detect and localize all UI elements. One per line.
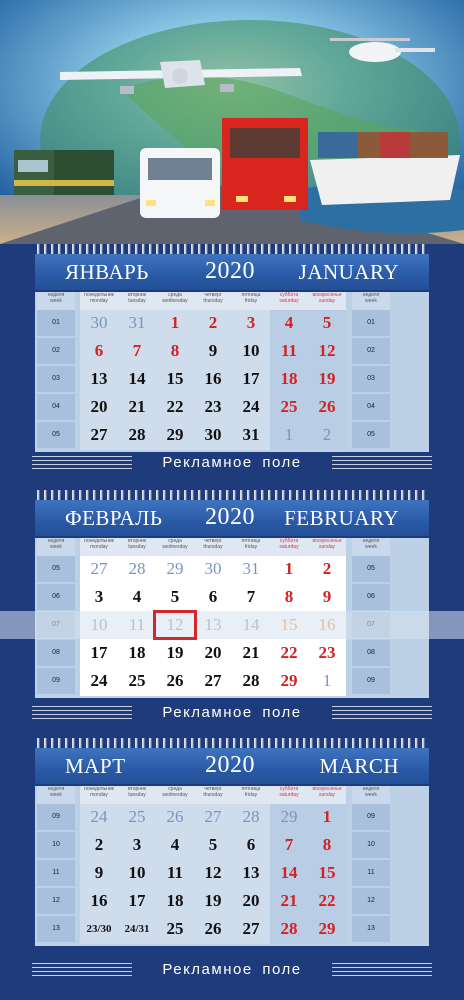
day-header-en: week xyxy=(365,544,377,550)
day-cell[interactable]: 29 xyxy=(166,559,184,578)
day-cell[interactable]: 13 xyxy=(242,863,260,882)
day-cell[interactable]: 1 xyxy=(284,559,294,578)
day-header-ru: воскресенье xyxy=(312,786,342,792)
day-header-ru: среда xyxy=(168,786,182,792)
week-number: 03 xyxy=(37,366,75,392)
month-name-ru: ЯНВАРЬ xyxy=(65,260,149,284)
day-cell[interactable]: 6 xyxy=(246,835,256,854)
day-cell[interactable]: 5 xyxy=(170,587,180,606)
month-block-2 xyxy=(35,738,429,938)
week-number: 05 xyxy=(37,556,75,582)
day-header-ru: неделя xyxy=(362,538,380,544)
day-header-ru: среда xyxy=(168,538,182,544)
week-number: 10 xyxy=(37,832,75,858)
day-cell[interactable]: 18 xyxy=(280,369,298,388)
day-header xyxy=(194,538,232,556)
day-header xyxy=(37,786,75,804)
truck-icon xyxy=(222,118,308,210)
day-header-ru: четверг xyxy=(204,786,222,792)
day-header-en: friday xyxy=(244,298,258,304)
month-header xyxy=(35,500,429,536)
ad-text: Рекламное поле xyxy=(162,961,302,978)
day-header xyxy=(80,786,118,804)
day-cell[interactable]: 30 xyxy=(204,425,222,444)
month-header xyxy=(35,254,429,290)
day-header-en: thursday xyxy=(203,544,223,550)
day-header-ru: воскресенье xyxy=(312,292,342,298)
week-number: 08 xyxy=(352,640,390,666)
day-cell[interactable]: 16 xyxy=(90,891,108,910)
day-cell[interactable]: 7 xyxy=(246,587,256,606)
day-cell[interactable]: 20 xyxy=(204,643,222,662)
day-header-ru: суббота xyxy=(279,786,299,792)
day-cell[interactable]: 15 xyxy=(166,369,184,388)
day-cell[interactable]: 21 xyxy=(242,643,260,662)
day-cell[interactable]: 12 xyxy=(204,863,222,882)
month-year: 2020 xyxy=(205,752,255,778)
week-number: 09 xyxy=(352,668,390,694)
day-cell[interactable]: 1 xyxy=(284,425,294,444)
day-cell[interactable]: 20 xyxy=(90,397,108,416)
day-header xyxy=(156,292,194,310)
day-cell[interactable]: 20 xyxy=(242,891,260,910)
day-cell[interactable]: 3 xyxy=(246,313,256,332)
day-cell[interactable]: 8 xyxy=(284,587,294,606)
day-cell[interactable]: 23 xyxy=(318,643,336,662)
day-cell[interactable]: 9 xyxy=(208,341,218,360)
day-header-ru: четверг xyxy=(204,538,222,544)
van-icon xyxy=(140,148,220,218)
week-number: 02 xyxy=(352,338,390,364)
day-header xyxy=(156,538,194,556)
day-cell[interactable]: 26 xyxy=(318,397,336,416)
day-cell[interactable]: 16 xyxy=(204,369,222,388)
day-header xyxy=(80,292,118,310)
day-cell[interactable]: 4 xyxy=(170,835,180,854)
week-number: 04 xyxy=(352,394,390,420)
day-cell[interactable]: 26 xyxy=(166,671,184,690)
day-cell[interactable]: 29 xyxy=(280,807,298,826)
day-cell[interactable]: 24 xyxy=(90,671,108,690)
day-cell[interactable]: 7 xyxy=(132,341,142,360)
day-cell[interactable]: 27 xyxy=(204,671,222,690)
day-header xyxy=(194,786,232,804)
week-number: 05 xyxy=(37,422,75,448)
day-cell[interactable]: 8 xyxy=(322,835,332,854)
day-header xyxy=(308,292,346,310)
ad-text: Рекламное поле xyxy=(162,704,302,721)
day-cell[interactable]: 6 xyxy=(208,587,218,606)
month-name-en: JANUARY xyxy=(298,260,399,284)
day-header xyxy=(270,538,308,556)
week-number: 09 xyxy=(37,804,75,830)
day-header-ru: пятница xyxy=(241,786,261,792)
day-header xyxy=(308,538,346,556)
today-frame[interactable] xyxy=(153,610,197,640)
day-header-en: sunday xyxy=(318,544,336,550)
day-cell[interactable]: 14 xyxy=(128,369,146,388)
day-cell[interactable]: 17 xyxy=(128,891,146,910)
day-cell[interactable]: 24 xyxy=(242,397,260,416)
day-header-en: monday xyxy=(90,792,108,798)
day-cell[interactable]: 2 xyxy=(94,835,104,854)
day-header xyxy=(270,786,308,804)
week-number: 05 xyxy=(352,556,390,582)
train-icon xyxy=(14,150,114,195)
day-header xyxy=(352,786,390,804)
day-header-en: thursday xyxy=(203,298,223,304)
month-name-en: MARCH xyxy=(319,754,399,778)
day-cell[interactable]: 26 xyxy=(204,919,222,938)
day-header xyxy=(352,292,390,310)
week-number: 01 xyxy=(37,310,75,336)
day-cell[interactable]: 25 xyxy=(128,671,146,690)
day-header-en: monday xyxy=(90,298,108,304)
day-header-ru: среда xyxy=(168,292,182,298)
day-cell[interactable]: 11 xyxy=(166,863,184,882)
ad-text: Рекламное поле xyxy=(162,454,302,471)
day-header xyxy=(37,292,75,310)
day-cell[interactable]: 3 xyxy=(94,587,104,606)
day-header-en: thursday xyxy=(203,792,223,798)
day-cell[interactable]: 5 xyxy=(322,313,332,332)
day-header-en: week xyxy=(50,298,62,304)
day-cell[interactable]: 28 xyxy=(128,559,146,578)
day-header-ru: неделя xyxy=(47,292,65,298)
month-year: 2020 xyxy=(205,258,255,284)
day-header-en: tuesday xyxy=(128,792,146,798)
day-header-en: week xyxy=(365,792,377,798)
week-number: 12 xyxy=(37,888,75,914)
day-header xyxy=(118,292,156,310)
day-cell[interactable]: 2 xyxy=(322,559,332,578)
week-number: 05 xyxy=(352,422,390,448)
day-cell[interactable]: 25 xyxy=(128,807,146,826)
week-number: 13 xyxy=(352,916,390,942)
day-cell[interactable]: 10 xyxy=(242,341,260,360)
day-cell[interactable]: 18 xyxy=(166,891,184,910)
week-number: 10 xyxy=(352,832,390,858)
month-grid xyxy=(35,786,429,946)
day-header-en: wednesday xyxy=(162,298,188,304)
day-cell[interactable]: 28 xyxy=(242,671,260,690)
day-header-ru: неделя xyxy=(362,786,380,792)
month-block-0 xyxy=(35,244,429,444)
day-cell[interactable]: 22 xyxy=(280,643,298,662)
day-cell[interactable]: 29 xyxy=(280,671,298,690)
day-cell[interactable]: 12 xyxy=(318,341,336,360)
day-header-en: week xyxy=(50,792,62,798)
day-cell[interactable]: 10 xyxy=(128,863,146,882)
ad-field xyxy=(0,700,464,728)
day-cell[interactable]: 9 xyxy=(94,863,104,882)
day-header xyxy=(308,786,346,804)
day-header-en: monday xyxy=(90,544,108,550)
week-number: 01 xyxy=(352,310,390,336)
day-header-ru: суббота xyxy=(279,292,299,298)
day-header-ru: воскресенье xyxy=(312,538,342,544)
week-number: 09 xyxy=(37,668,75,694)
day-header-ru: пятница xyxy=(241,292,261,298)
week-number: 03 xyxy=(352,366,390,392)
month-grid xyxy=(35,538,429,698)
day-header-en: week xyxy=(50,544,62,550)
day-cell[interactable]: 31 xyxy=(128,313,146,332)
day-cell[interactable]: 4 xyxy=(132,587,142,606)
day-cell[interactable]: 14 xyxy=(280,863,298,882)
day-cell[interactable]: 19 xyxy=(318,369,336,388)
ad-field xyxy=(0,450,464,478)
day-cell[interactable]: 31 xyxy=(242,559,260,578)
day-cell[interactable]: 28 xyxy=(280,919,298,938)
day-cell[interactable]: 22 xyxy=(318,891,336,910)
day-cell[interactable]: 28 xyxy=(242,807,260,826)
day-cell[interactable]: 2 xyxy=(322,425,332,444)
day-header xyxy=(232,292,270,310)
day-header-ru: понедельник xyxy=(84,292,114,298)
day-cell[interactable]: 6 xyxy=(94,341,104,360)
week-number: 06 xyxy=(37,584,75,610)
day-header xyxy=(270,292,308,310)
day-cell[interactable]: 4 xyxy=(284,313,294,332)
day-cell[interactable]: 8 xyxy=(170,341,180,360)
day-cell[interactable]: 3 xyxy=(132,835,142,854)
month-name-ru: МАРТ xyxy=(65,754,126,778)
day-header-ru: вторник xyxy=(127,786,147,792)
day-header xyxy=(118,786,156,804)
day-header xyxy=(232,786,270,804)
week-number: 04 xyxy=(37,394,75,420)
day-cell[interactable]: 13 xyxy=(90,369,108,388)
day-cell[interactable]: 17 xyxy=(90,643,108,662)
day-cell[interactable]: 22 xyxy=(166,397,184,416)
week-number: 12 xyxy=(352,888,390,914)
day-header-en: tuesday xyxy=(128,544,146,550)
day-cell[interactable]: 30 xyxy=(204,559,222,578)
day-cell[interactable]: 18 xyxy=(128,643,146,662)
day-header-en: week xyxy=(365,298,377,304)
week-number: 09 xyxy=(352,804,390,830)
header-photo xyxy=(0,0,464,244)
day-header-ru: вторник xyxy=(127,292,147,298)
day-cell[interactable]: 7 xyxy=(284,835,294,854)
day-cell[interactable]: 19 xyxy=(204,891,222,910)
day-cell[interactable]: 27 xyxy=(204,807,222,826)
week-slider[interactable] xyxy=(0,611,464,639)
day-header-ru: пятница xyxy=(241,538,261,544)
day-cell[interactable]: 21 xyxy=(128,397,146,416)
day-cell[interactable]: 17 xyxy=(242,369,260,388)
day-cell[interactable]: 5 xyxy=(208,835,218,854)
day-cell[interactable]: 23 xyxy=(204,397,222,416)
day-cell[interactable]: 1 xyxy=(322,807,332,826)
day-header-ru: суббота xyxy=(279,538,299,544)
day-header-ru: неделя xyxy=(362,292,380,298)
day-cell[interactable]: 23/30 xyxy=(86,923,112,935)
day-cell[interactable]: 29 xyxy=(318,919,336,938)
day-cell[interactable]: 2 xyxy=(208,313,218,332)
day-header xyxy=(118,538,156,556)
day-cell[interactable]: 28 xyxy=(128,425,146,444)
day-header xyxy=(37,538,75,556)
day-header-ru: неделя xyxy=(47,538,65,544)
ad-field xyxy=(0,957,464,985)
day-header-ru: понедельник xyxy=(84,538,114,544)
day-header xyxy=(80,538,118,556)
day-header-en: saturday xyxy=(279,298,299,304)
day-cell[interactable]: 9 xyxy=(322,587,332,606)
day-header-en: saturday xyxy=(279,792,299,798)
day-header-en: sunday xyxy=(318,298,336,304)
day-header-en: wednesday xyxy=(162,792,188,798)
day-header-en: tuesday xyxy=(128,298,146,304)
day-cell[interactable]: 26 xyxy=(166,807,184,826)
day-cell[interactable]: 25 xyxy=(166,919,184,938)
day-cell[interactable]: 15 xyxy=(318,863,336,882)
day-header-en: saturday xyxy=(279,544,299,550)
day-cell[interactable]: 24/31 xyxy=(124,923,150,935)
day-header-ru: понедельник xyxy=(84,786,114,792)
week-number: 13 xyxy=(37,916,75,942)
month-grid xyxy=(35,292,429,452)
day-cell[interactable]: 11 xyxy=(280,341,298,360)
day-header-en: friday xyxy=(244,544,258,550)
day-cell[interactable]: 1 xyxy=(170,313,180,332)
day-cell[interactable]: 31 xyxy=(242,425,260,444)
month-name-en: FEBRUARY xyxy=(284,506,399,530)
day-cell[interactable]: 27 xyxy=(90,425,108,444)
day-header xyxy=(232,538,270,556)
day-cell[interactable]: 19 xyxy=(166,643,184,662)
day-header-en: friday xyxy=(244,792,258,798)
ship-icon xyxy=(310,132,460,205)
day-cell[interactable]: 27 xyxy=(242,919,260,938)
day-header-en: wednesday xyxy=(162,544,188,550)
day-cell[interactable]: 25 xyxy=(280,397,298,416)
day-cell[interactable]: 29 xyxy=(166,425,184,444)
week-number: 08 xyxy=(37,640,75,666)
day-header xyxy=(156,786,194,804)
day-header-ru: вторник xyxy=(127,538,147,544)
day-header-ru: неделя xyxy=(47,786,65,792)
day-cell[interactable]: 27 xyxy=(90,559,108,578)
day-cell[interactable]: 1 xyxy=(322,671,332,690)
day-header xyxy=(352,538,390,556)
week-number: 02 xyxy=(37,338,75,364)
month-name-ru: ФЕВРАЛЬ xyxy=(65,506,163,530)
day-header xyxy=(194,292,232,310)
day-header-ru: четверг xyxy=(204,292,222,298)
month-header xyxy=(35,748,429,784)
month-block-1 xyxy=(35,490,429,690)
week-number: 06 xyxy=(352,584,390,610)
day-cell[interactable]: 24 xyxy=(90,807,108,826)
month-year: 2020 xyxy=(205,504,255,530)
week-number: 11 xyxy=(352,860,390,886)
day-header-en: sunday xyxy=(318,792,336,798)
day-cell[interactable]: 30 xyxy=(90,313,108,332)
week-number: 11 xyxy=(37,860,75,886)
day-cell[interactable]: 21 xyxy=(280,891,298,910)
